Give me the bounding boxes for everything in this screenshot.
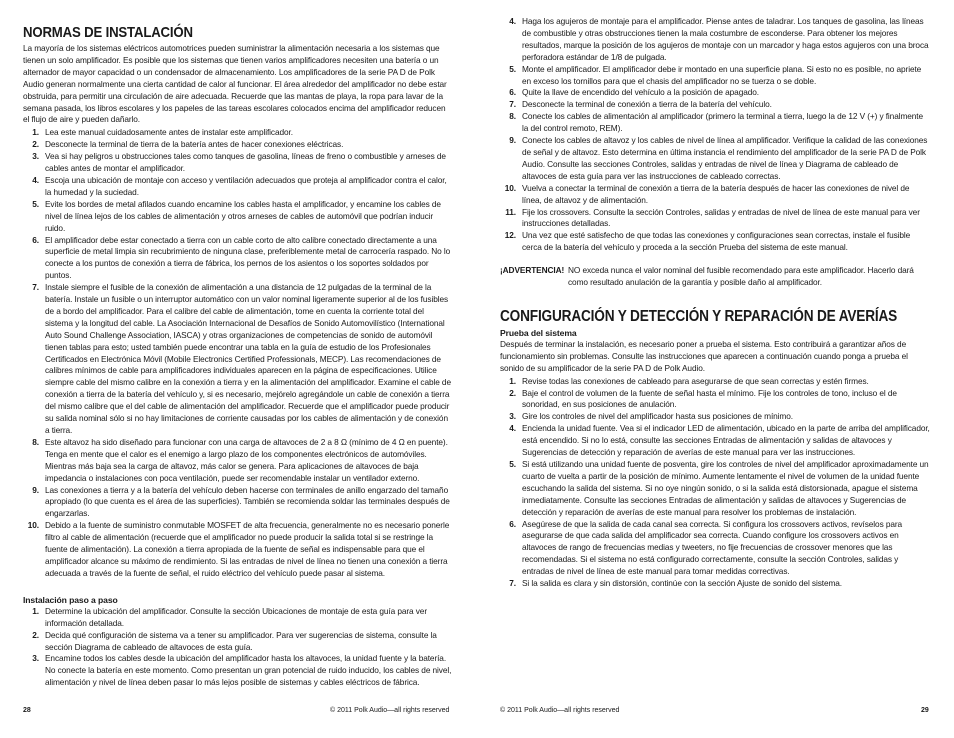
list-item-text: Instale siempre el fusible de la conexión de alimentación a una distancia de 12 pulgadas de la terminal de la batería. Instale un fusible o un interruptor automático con un valor nominal ligeramente superior al de los fusibles de a bordo del amplificador. Para el calibre del cable de alimentación, tome en cuenta la corriente total del sistema y la longitud del cable. La Asociación Internacional de Desafíos de Sonido Automovilístico (International Auto Sound Challenge Association, IASCA) y otras organizaciones de competencias de sonido de automóvil tienen tablas para esto; usted también puede encontrar una tabla en la guía de estudio de los Profesionales Certificados en Electrónica Móvil (Mobile Electronics Certified Professionals, MECP). Las recomendaciones de calibres mínimos de cable para amplificadores individuales aparecen en la página de especificaciones. Utilice siempre cable del mismo calibre en la conexión a tierra y en la alimentación del amplificador. Examine el cable de conexión a tierra de la batería del vehículo y, si es necesario, mejórelo agregándole un cable de conexión a tierra del mismo calibre que el del cable de alimentación del amplificador. Recuerde que el amplificador puede producir su salida nominal sólo si no hay limitaciones de corriente causadas por los cables de alimentación y de conexión a tierra. xyxy=(45,282,451,435)
list-item xyxy=(500,207,930,231)
list-item-number: 3. xyxy=(509,411,516,422)
list-item-number: 8. xyxy=(509,111,516,122)
list-item-text: Determine la ubicación del amplificador. Consulte la sección Ubicaciones de montaje de esta guía para ver información detallada. xyxy=(45,605,427,628)
list-item-text: Fije los crossovers. Consulte la sección Controles, salidas y entradas de nivel de línea de este manual para ver instrucciones detalladas. xyxy=(522,206,920,229)
list-item-number: 10. xyxy=(27,520,39,531)
list-item xyxy=(23,175,453,199)
list-item-number: 5. xyxy=(509,63,516,74)
list-item-number: 3. xyxy=(32,151,39,162)
left-page-column xyxy=(23,16,453,689)
list-item xyxy=(500,459,930,519)
list-item xyxy=(23,127,453,139)
list-item-number: 9. xyxy=(509,135,516,146)
list-item xyxy=(23,139,453,151)
warning-label: ¡ADVERTENCIA! xyxy=(500,265,565,276)
list-item xyxy=(23,235,453,283)
list-item-number: 4. xyxy=(32,174,39,185)
list-item-text: Encienda la unidad fuente. Vea si el indicador LED de alimentación, ubicado en la parte de arriba del amplificador, está encendido. Si no lo está, consulte las secciones Entradas de alimentación y salidas de altavoces y Sugerencias de detección y reparación de averías de este manual para ver las instrucciones. xyxy=(522,423,930,458)
right-page-number: 29 xyxy=(921,707,929,714)
list-item-text: El amplificador debe estar conectado a tierra con un cable corto de alto calibre conectado directamente a una superficie de metal limpia sin recubrimiento de ninguna clase, preferiblemente metal de carrocería raspado. No lo conecte a los puntos de conexión a tierra de fábrica, los pernos de los asientos o los soportes soldados por puntos. xyxy=(45,234,451,281)
list-item-number: 5. xyxy=(509,459,516,469)
list-item-text: Asegúrese de que la salida de cada canal sea correcta. Si configura los crossovers activos, revíselos para asegurarse de que cada salida del amplificador sea correcta. Cuando configure los crossovers activos en altavoces de rango de frecuencias medias y tweeters, no fije frecuencias de crossover menores que las recomendadas. Si el sistema no está configurado correctamente, consulte la sección Controles, salidas y entradas de nivel de línea de este manual para tomar medidas correctivas. xyxy=(522,518,903,577)
list-item xyxy=(23,437,453,485)
list-item-text: Evite los bordes de metal afilados cuando encamine los cables hasta el amplificador, y encamine los cables de nivel de línea lejos de los cables de alimentación y otros arneses de cables de automóvil que podrían inducir ruido. xyxy=(45,198,441,233)
list-item-number: 5. xyxy=(32,198,39,209)
list-item-number: 10. xyxy=(504,182,516,193)
installation-steps-continued-list xyxy=(500,16,930,254)
list-item-text: Si la salida es clara y sin distorsión, continúe con la sección Ajuste de sonido del sistema. xyxy=(522,578,842,589)
list-item-number: 1. xyxy=(509,375,516,386)
list-item xyxy=(500,411,930,423)
list-item-number: 2. xyxy=(32,139,39,150)
list-item xyxy=(500,578,930,590)
installation-steps-list xyxy=(23,606,453,689)
list-item-text: Este altavoz ha sido diseñado para funcionar con una carga de altavoces de 2 a 8 Ω (mínimo de 4 Ω en puente). Tenga en mente que el calor es el enemigo a largo plazo de los componentes electrónicos de automóviles. Mientras más baja sea la carga de altavoz, más calor se genera. Para aplicaciones de altavoces de baja impedancia o instalaciones con poca ventilación, puede ser recomendable instalar un ventilador externo. xyxy=(45,436,448,483)
list-item xyxy=(500,423,930,459)
list-item-text: Si está utilizando una unidad fuente de posventa, gire los controles de nivel del amplificador aproximadamente un cuarto de vuelta a partir de la posición de mínimo. Aumente lentamente el nivel de volumen de la unidad fuente escuchando la salida del sistema. Si no oye ningún sonido, o si la salida está distorsionada, apague el sistema inmediatamente. Consulte las secciones Entradas de alimentación y salidas de altavoces y Sugerencias de detección y reparación de averías de este manual para resolver los problemas de instalación. xyxy=(522,459,929,517)
list-item xyxy=(23,151,453,175)
installation-intro-paragraph: La mayoría de los sistemas eléctricos automotrices pueden suministrar la alimentación necesaria a los sistemas que tienen un solo amplificador. Es posible que los sistemas que tienen varios amplificadores necesiten una batería o un alternador de mayor capacidad o un condensador de almacenamiento. Los amplificadores de la serie PA D de Polk Audio generan normalmente una cierta cantidad de calor al funcionar. El área alrededor del amplificador no debe estar obstruida, para permitir una circulación de aire adecuada. Recuerde que las mantas de playa, la ropa para lavar de la semana pasada, los libros escolares y los papeles de las tareas escolares colocados encima del amplificador reducen el flujo de aire y pueden dañarlo. xyxy=(23,43,447,125)
list-item xyxy=(23,520,453,580)
left-page-number: 28 xyxy=(23,707,31,714)
list-item-text: Monte el amplificador. El amplificador debe ir montado en una superficie plana. Si esto no es posible, no apriete en exceso los tornillos para que el chasis del amplificador no se tuerza o se doble. xyxy=(522,63,922,86)
list-item-number: 2. xyxy=(32,629,39,640)
list-item-text: Decida qué configuración de sistema va a tener su amplificador. Para ver sugerencias de sistema, consulte la sección Diagrama de cableado de altavoces de esta guía. xyxy=(45,629,437,652)
list-item-text: Conecte los cables de alimentación al amplificador (primero la terminal a tierra, luego la de 12 V (+) y finalmente la del control remoto, REM). xyxy=(522,111,924,134)
list-item-number: 12. xyxy=(504,230,516,241)
list-item-number: 4. xyxy=(509,16,516,26)
list-item xyxy=(500,230,930,254)
list-item xyxy=(500,16,930,64)
list-item-text: Encamine todos los cables desde la ubicación del amplificador hasta los altavoces, la unidad fuente y la batería. No conecte la batería en este momento. Como presentan un gran potencial de ruido inducido, los cables de nivel, alimentación y nivel de línea deben pasar lo más lejos posible de sistemas y cables eléctricos de fábrica. xyxy=(45,653,452,688)
list-item-text: Gire los controles de nivel del amplificador hasta sus posiciones de mínimo. xyxy=(522,411,793,422)
list-item-number: 11. xyxy=(505,206,516,217)
list-item xyxy=(23,630,453,654)
list-item xyxy=(500,183,930,207)
list-item-number: 6. xyxy=(509,87,516,98)
list-item-number: 7. xyxy=(509,578,516,589)
list-item-text: Vea si hay peligros u obstrucciones tales como tanques de gasolina, líneas de freno o combustible y arneses de cables antes de montar el amplificador. xyxy=(45,151,446,174)
list-item xyxy=(500,111,930,135)
step-by-step-heading: Instalación paso a paso xyxy=(23,594,118,605)
list-item-text: Revise todas las conexiones de cableado para asegurarse de que sean correctas y estén firmes. xyxy=(522,375,869,386)
list-item xyxy=(23,485,453,521)
list-item-text: Quite la llave de encendido del vehículo a la posición de apagado. xyxy=(522,87,759,98)
list-item-number: 1. xyxy=(32,605,39,616)
list-item xyxy=(23,653,453,689)
installation-guidelines-heading: NORMAS DE INSTALACIÓN xyxy=(23,24,193,41)
list-item-number: 6. xyxy=(32,234,39,245)
list-item-number: 7. xyxy=(509,99,516,110)
list-item xyxy=(500,388,930,412)
list-item xyxy=(500,64,930,88)
system-test-heading: Prueba del sistema xyxy=(500,327,577,338)
list-item xyxy=(23,199,453,235)
list-item xyxy=(500,87,930,99)
list-item-number: 8. xyxy=(32,436,39,447)
system-test-steps-list xyxy=(500,376,930,590)
right-copyright: © 2011 Polk Audio—all rights reserved xyxy=(500,707,620,714)
list-item-text: Debido a la fuente de suministro conmutable MOSFET de alta frecuencia, generalmente no es necesario ponerle filtro al cable de alimentación (recuerde que el amplificador no puede producir la salida total si se restringe la fuente de alimentación). La conexión a tierra apropiada de la fuente de señal es indispensable para que el amplificador alcance su máximo de rendimiento. Si las entradas de nivel de línea no tienen una conexión a tierra adecuada a través de la fuente de señal, el ruido eléctrico del vehículo puede pasar al sistema. xyxy=(45,520,450,578)
list-item-number: 2. xyxy=(509,387,516,398)
list-item-text: Baje el control de volumen de la fuente de señal hasta el mínimo. Fije los controles de tono, incluso el de sonoridad, en sus posiciones de anulación. xyxy=(522,387,897,410)
list-item-text: Haga los agujeros de montaje para el amplificador. Piense antes de taladrar. Los tanques de gasolina, las líneas de combustible y otras obstrucciones tienen la mala costumbre de esconderse. Para obtener los mejores resultados, marque la posición de los agujeros de montaje con un marcador y haga estos agujeros con una broca perforadora estándar de 1/8 de pulgada. xyxy=(522,16,929,62)
list-item-text: Las conexiones a tierra y a la batería del vehículo deben hacerse con terminales de anillo engarzado del tamaño apropiado (lo que cuenta es el área de las superficies). También se recomienda soldar las terminales después de engarzarlas. xyxy=(45,484,450,519)
list-item-number: 1. xyxy=(32,127,39,138)
warning-text: NO exceda nunca el valor nominal del fusible recomendado para este amplificador. Hacerlo dará como resultado anulación de la garantía y posible daño al amplificador. xyxy=(568,265,914,288)
troubleshooting-heading: CONFIGURACIÓN Y DETECCIÓN Y REPARACIÓN DE AVERÍAS xyxy=(500,307,898,325)
list-item-text: Conecte los cables de altavoz y los cables de nivel de línea al amplificador. Verifique la calidad de las conexiones de señal y de altavoz. Esto determina en última instancia el rendimiento del amplificador de la serie PA D de Polk Audio. Consulte las secciones Controles, salidas y entradas de nivel de línea y Diagrama de cableado de altavoces de esta guía para ver las instrucciones de cableado correctas. xyxy=(522,135,928,181)
system-test-intro-paragraph: Después de terminar la instalación, es necesario poner a prueba el sistema. Esto contribuirá a garantizar años de funcionamiento sin problemas. Consulte las instrucciones que aparecen a continuación cuando ponga a prueba el sonido de su amplificador de la serie PA D de Polk Audio. xyxy=(500,338,908,373)
list-item xyxy=(500,135,930,183)
list-item xyxy=(500,519,930,579)
list-item-text: Desconecte la terminal de tierra de la batería antes de hacer conexiones eléctricas. xyxy=(45,139,344,150)
guidelines-list xyxy=(23,127,453,579)
list-item-text: Lea este manual cuidadosamente antes de instalar este amplificador. xyxy=(45,127,293,138)
list-item-text: Desconecte la terminal de conexión a tierra de la batería del vehículo. xyxy=(522,99,772,110)
list-item xyxy=(23,282,453,437)
right-page-column xyxy=(500,16,930,590)
list-item-number: 4. xyxy=(509,423,516,434)
list-item-number: 9. xyxy=(32,484,39,495)
list-item-text: Una vez que esté satisfecho de que todas las conexiones y configuraciones sean correctas, instale el fusible cerca de la batería del vehículo y proceda a la sección Prueba del sistema de este manual. xyxy=(522,230,911,253)
list-item-number: 7. xyxy=(32,282,39,293)
warning-block xyxy=(500,265,930,289)
list-item xyxy=(500,376,930,388)
list-item-number: 6. xyxy=(509,518,516,529)
list-item xyxy=(500,99,930,111)
list-item-text: Escoja una ubicación de montaje con acceso y ventilación adecuados que proteja al amplificador contra el calor, la humedad y la suciedad. xyxy=(45,174,447,197)
left-copyright: © 2011 Polk Audio—all rights reserved xyxy=(330,707,450,714)
list-item xyxy=(23,606,453,630)
list-item-text: Vuelva a conectar la terminal de conexión a tierra de la batería después de hacer las conexiones de nivel de línea, de altavoz y de alimentación. xyxy=(522,182,910,205)
list-item-number: 3. xyxy=(32,653,39,664)
